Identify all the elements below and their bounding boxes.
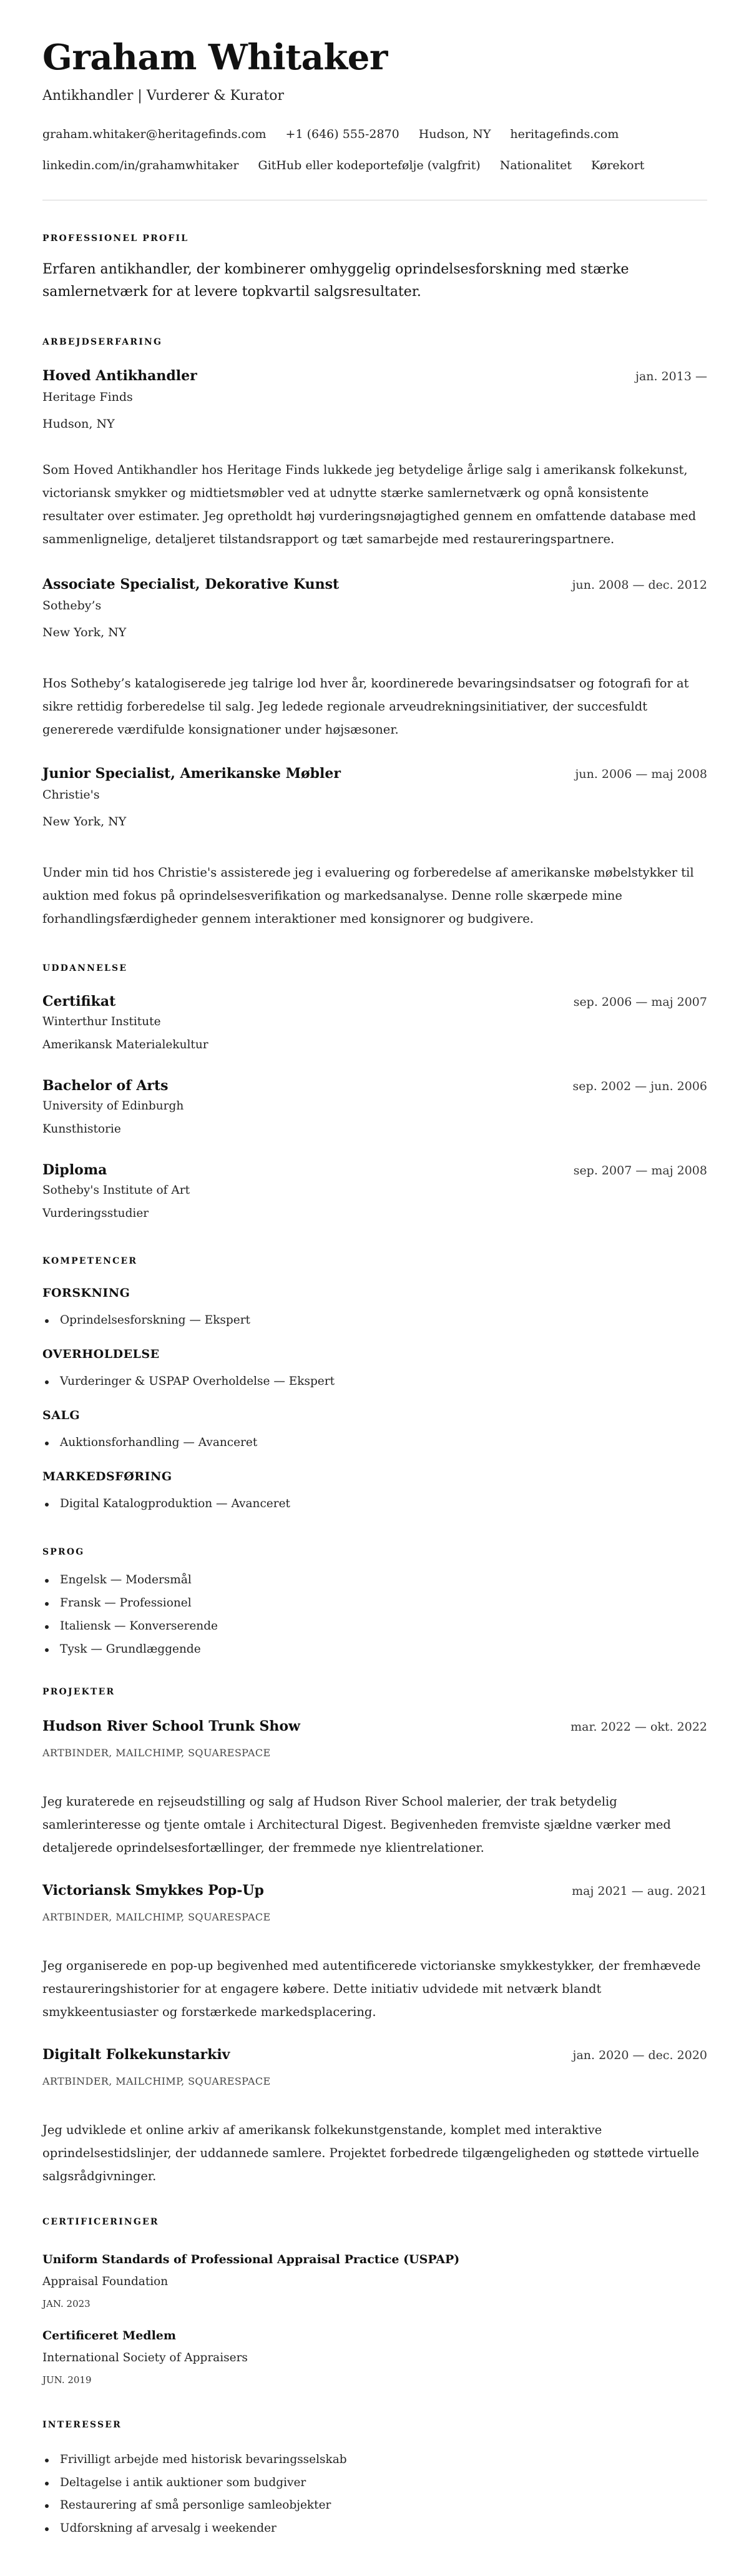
profile-summary: Erfaren antikhandler, der kombinerer omhyggelig oprindelsesforskning med stærke samlernetværk for at levere topkvartil salgsresultater.	[42, 262, 629, 300]
contact-phone[interactable]: +1 (646) 555-2870	[285, 127, 399, 141]
language-item: Fransk — Professionel	[42, 1591, 707, 1615]
project-entry	[42, 2045, 707, 2188]
project-tech: ARTBINDER, MAILCHIMP, SQUARESPACE	[42, 1747, 271, 1759]
certification-entry	[42, 2251, 707, 2311]
projects-section	[42, 1686, 707, 2188]
project-entry	[42, 1717, 707, 1859]
language-item: Tysk — Grundlæggende	[42, 1638, 707, 1661]
project-title: Digitalt Folkekunstarkiv	[42, 2047, 230, 2063]
job-description: Som Hoved Antikhandler hos Heritage Finds lukkede jeg betydelige årlige salg i amerikansk folkekunst, victoriansk smykker og midtietsmøbler ved at udnytte stærke samlernetværk og opnå konsistente resultater over estimater. Jeg opretholdt høj vurderingsnøjagtighed gennem en omfattende database med sammenlignelige, detaljeret tilstandsrapport og tæt samarbejde med restaureringspartnere.	[42, 463, 697, 546]
job-dates: jan. 2013 —	[635, 370, 707, 383]
project-title: Victoriansk Smykkes Pop-Up	[42, 1882, 264, 1899]
contact-location: Hudson, NY	[418, 127, 491, 141]
contact-nationality: Nationalitet	[499, 159, 572, 172]
certification-title: Uniform Standards of Professional Appraisal Practice (USPAP)	[42, 2253, 460, 2266]
interest-item: Restaurering af små personlige samleobjekter	[42, 2494, 707, 2517]
field-of-study: Vurderingsstudier	[42, 1207, 149, 1220]
project-tech: ARTBINDER, MAILCHIMP, SQUARESPACE	[42, 2075, 271, 2087]
institution: Winterthur Institute	[42, 1015, 161, 1028]
skill-category: MARKEDSFØRING	[42, 1470, 172, 1483]
candidate-name: Graham Whitaker	[42, 37, 388, 78]
languages-section	[42, 1546, 707, 1661]
job-title: Junior Specialist, Amerikanske Møbler	[42, 765, 341, 782]
job-description: Hos Sotheby’s katalogiserede jeg talrige lod hver år, koordinerede bevaringsindsatser og fotografi for at sikre rettidig forberedelse til salg. Jeg ledede regionale arveudrekningsinitiativer, der succesfuldt genererede værdifulde konsignationer under højsæsoner.	[42, 676, 689, 737]
certification-date: JUN. 2019	[42, 2374, 92, 2386]
certification-date: JAN. 2023	[42, 2298, 91, 2309]
interest-item: Udforskning af arvesalg i weekender	[42, 2517, 707, 2540]
certification-entry	[42, 2327, 707, 2387]
contact-website[interactable]: heritagefinds.com	[510, 127, 619, 141]
contact-info	[42, 119, 707, 181]
education-dates: sep. 2007 — maj 2008	[573, 1164, 707, 1177]
skill-item: Oprindelsesforskning — Ekspert	[42, 1311, 707, 1330]
resume-header	[42, 37, 707, 181]
skill-item: Vurderinger & USPAP Overholdelse — Ekspert	[42, 1372, 707, 1391]
job-description: Under min tid hos Christie's assisterede jeg i evaluering og forberedelse af amerikanske møbelstykker til auktion med fokus på oprindelsesverifikation og markedsanalyse. Denne rolle skærpede mine forhandlingsfærdigheder gennem interaktioner med konsignorer og budgivere.	[42, 865, 694, 926]
skill-item: Auktionsforhandling — Avanceret	[42, 1433, 707, 1452]
job-title: Hoved Antikhandler	[42, 368, 197, 384]
education-entry	[42, 1076, 707, 1139]
candidate-title: Antikhandler | Vurderer & Kurator	[42, 88, 285, 104]
skill-category: OVERHOLDELSE	[42, 1347, 160, 1361]
field-of-study: Kunsthistorie	[42, 1123, 121, 1136]
section-heading: PROJEKTER	[42, 1687, 115, 1697]
language-item: Engelsk — Modersmål	[42, 1568, 707, 1591]
degree: Diploma	[42, 1162, 107, 1178]
section-heading: PROFESSIONEL PROFIL	[42, 234, 189, 243]
contact-linkedin[interactable]: linkedin.com/in/grahamwhitaker	[42, 159, 239, 172]
section-heading: CERTIFICERINGER	[42, 2217, 159, 2227]
experience-section	[42, 336, 707, 930]
job-location: Hudson, NY	[42, 417, 115, 431]
certification-title: Certificeret Medlem	[42, 2329, 176, 2342]
contact-email[interactable]: graham.whitaker@heritagefinds.com	[42, 127, 267, 141]
interests-section	[42, 2419, 707, 2540]
section-heading: SPROG	[42, 1547, 85, 1557]
job-company: Sotheby’s	[42, 599, 102, 612]
project-dates: jan. 2020 — dec. 2020	[572, 2048, 707, 2062]
institution: Sotheby's Institute of Art	[42, 1184, 190, 1197]
job-location: New York, NY	[42, 626, 127, 639]
project-tech: ARTBINDER, MAILCHIMP, SQUARESPACE	[42, 1911, 271, 1923]
interest-item: Frivilligt arbejde med historisk bevaringsselskab	[42, 2449, 707, 2472]
section-heading: KOMPETENCER	[42, 1256, 138, 1266]
job-dates: jun. 2008 — dec. 2012	[572, 578, 707, 592]
job-company: Christie's	[42, 788, 100, 802]
profile-section	[42, 232, 707, 303]
job-dates: jun. 2006 — maj 2008	[575, 767, 707, 781]
job-entry	[42, 366, 707, 551]
skills-section	[42, 1255, 707, 1513]
degree: Bachelor of Arts	[42, 1078, 169, 1094]
project-description: Jeg kuraterede en rejseudstilling og salg af Hudson River School malerier, der trak betydelig samlerinteresse og tjente omtale i Architectural Digest. Begivenheden fremviste sjældne værker med detaljerede oprindelsesfortællinger, der fremmede nye klientrelationer.	[42, 1794, 671, 1855]
language-item: Italiensk — Konverserende	[42, 1615, 707, 1638]
certifications-section	[42, 2216, 707, 2387]
job-entry	[42, 764, 707, 930]
contact-license: Kørekort	[591, 159, 645, 172]
project-dates: maj 2021 — aug. 2021	[572, 1884, 707, 1898]
field-of-study: Amerikansk Materialekultur	[42, 1038, 208, 1051]
section-heading: UDDANNELSE	[42, 963, 128, 973]
section-heading: INTERESSER	[42, 2420, 122, 2430]
certification-issuer: International Society of Appraisers	[42, 2351, 248, 2364]
education-entry	[42, 1161, 707, 1223]
job-entry	[42, 575, 707, 741]
education-section	[42, 962, 707, 1223]
skill-category: SALG	[42, 1408, 81, 1422]
project-entry	[42, 1881, 707, 2023]
project-title: Hudson River School Trunk Show	[42, 1718, 300, 1734]
project-description: Jeg organiserede en pop-up begivenhed med autentificerede victorianske smykkestykker, der fremhævede restaureringshistorier for at engagere købere. Dette initiativ udvidede mit netværk blandt smykkeentusiaster og forstærkede markedsplacering.	[42, 1959, 701, 2019]
degree: Certifikat	[42, 993, 116, 1010]
project-description: Jeg udviklede et online arkiv af amerikansk folkekunstgenstande, komplet med interaktive oprindelsestidslinjer, der uddannede samlere. Projektet forbedrede tilgængeligheden og støttede virtuelle salgsrådgivninger.	[42, 2123, 700, 2183]
certification-issuer: Appraisal Foundation	[42, 2275, 169, 2288]
skill-category: FORSKNING	[42, 1286, 130, 1300]
job-title: Associate Specialist, Dekorative Kunst	[42, 576, 340, 592]
job-location: New York, NY	[42, 815, 127, 828]
education-dates: sep. 2006 — maj 2007	[573, 995, 707, 1009]
skill-item: Digital Katalogproduktion — Avanceret	[42, 1495, 707, 1513]
job-company: Heritage Finds	[42, 390, 133, 404]
interest-item: Deltagelse i antik auktioner som budgiver	[42, 2472, 707, 2495]
education-entry	[42, 992, 707, 1054]
institution: University of Edinburgh	[42, 1099, 184, 1113]
contact-github[interactable]: GitHub eller kodeportefølje (valgfrit)	[258, 159, 481, 172]
education-dates: sep. 2002 — jun. 2006	[572, 1079, 707, 1093]
section-heading: ARBEJDSERFARING	[42, 337, 163, 347]
project-dates: mar. 2022 — okt. 2022	[570, 1720, 707, 1734]
